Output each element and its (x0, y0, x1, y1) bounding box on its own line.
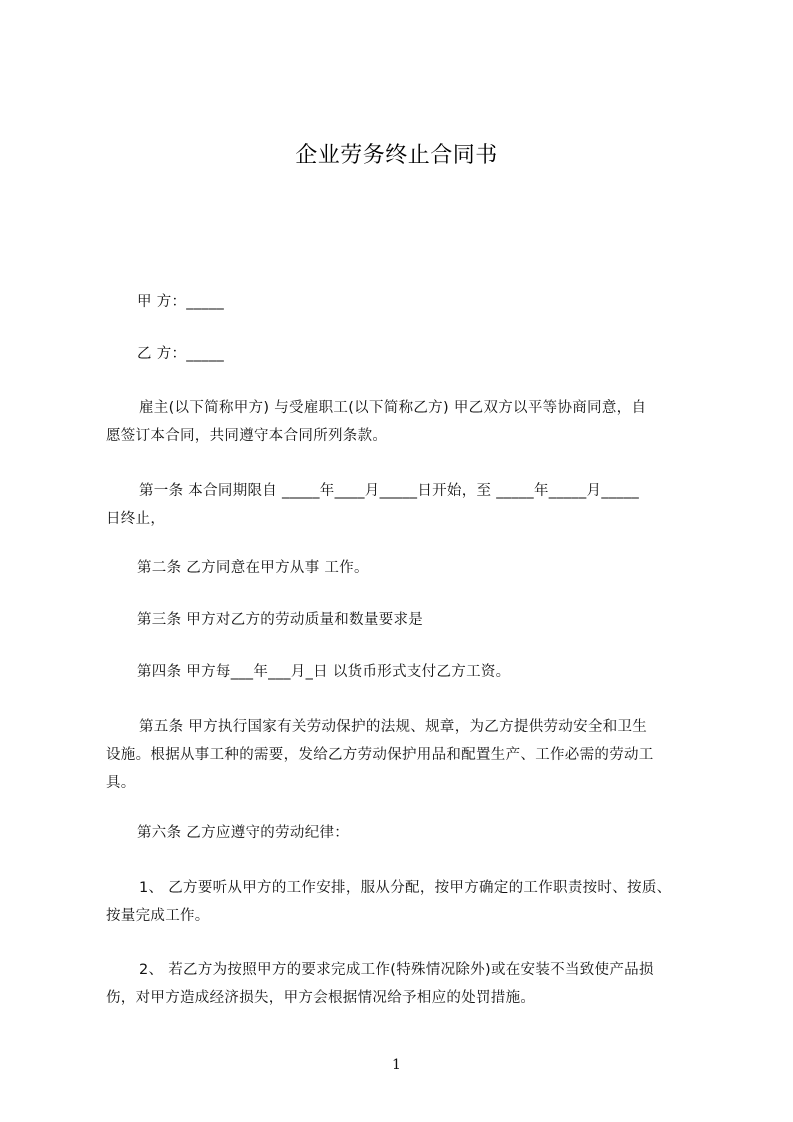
party-a-line: 甲 方：_____ (137, 294, 225, 310)
article-3-line: 第三条 甲方对乙方的劳动质量和数量要求是 (137, 612, 424, 628)
article-6-line: 第六条 乙方应遵守的劳动纪律： (137, 825, 350, 841)
intro-paragraph (106, 394, 702, 450)
article-5-line-2: 设施。根据从事工种的需要，发给乙方劳动保护用品和配置生产、工作必需的劳动工 (106, 747, 654, 763)
article-4-line: 第四条 甲方每___年___月_日 以货币形式支付乙方工资。 (137, 664, 511, 680)
intro-line-1: 雇主(以下简称甲方) 与受雇职工(以下简称乙方) 甲乙双方以平等协商同意，自 (139, 400, 647, 416)
article-5-line-1: 第五条 甲方执行国家有关劳动保护的法规、规章，为乙方提供劳动安全和卫生 (139, 719, 648, 735)
article-5-line-3: 具。 (106, 775, 136, 791)
article-1-line-1: 第一条 本合同期限自 _____年____月_____日开始，至 _____年_____月_____ (139, 483, 640, 499)
item-2-line-2: 伤，对甲方造成经济损失，甲方会根据情况给予相应的处罚措施。 (106, 990, 536, 1006)
intro-line-2: 愿签订本合同，共同遵守本合同所列条款。 (106, 428, 388, 444)
item-1-line-1: 1、 乙方要听从甲方的工作安排，服从分配，按甲方确定的工作职责按时、按质、 (139, 880, 672, 896)
party-b-line: 乙 方：_____ (137, 346, 225, 362)
item-1-paragraph (106, 874, 702, 930)
item-2-paragraph (106, 956, 702, 1012)
article-5-paragraph (106, 713, 702, 797)
article-1-line-2: 日终止， (106, 511, 166, 527)
page-number: 1 (392, 1057, 401, 1073)
document-title: 企业劳务终止合同书 (295, 143, 498, 168)
article-2-line: 第二条 乙方同意在甲方从事 工作。 (137, 560, 369, 576)
item-1-line-2: 按量完成工作。 (106, 908, 210, 924)
item-2-line-1: 2、 若乙方为按照甲方的要求完成工作(特殊情况除外)或在安装不当致使产品损 (139, 962, 654, 978)
article-1-paragraph (106, 477, 702, 533)
